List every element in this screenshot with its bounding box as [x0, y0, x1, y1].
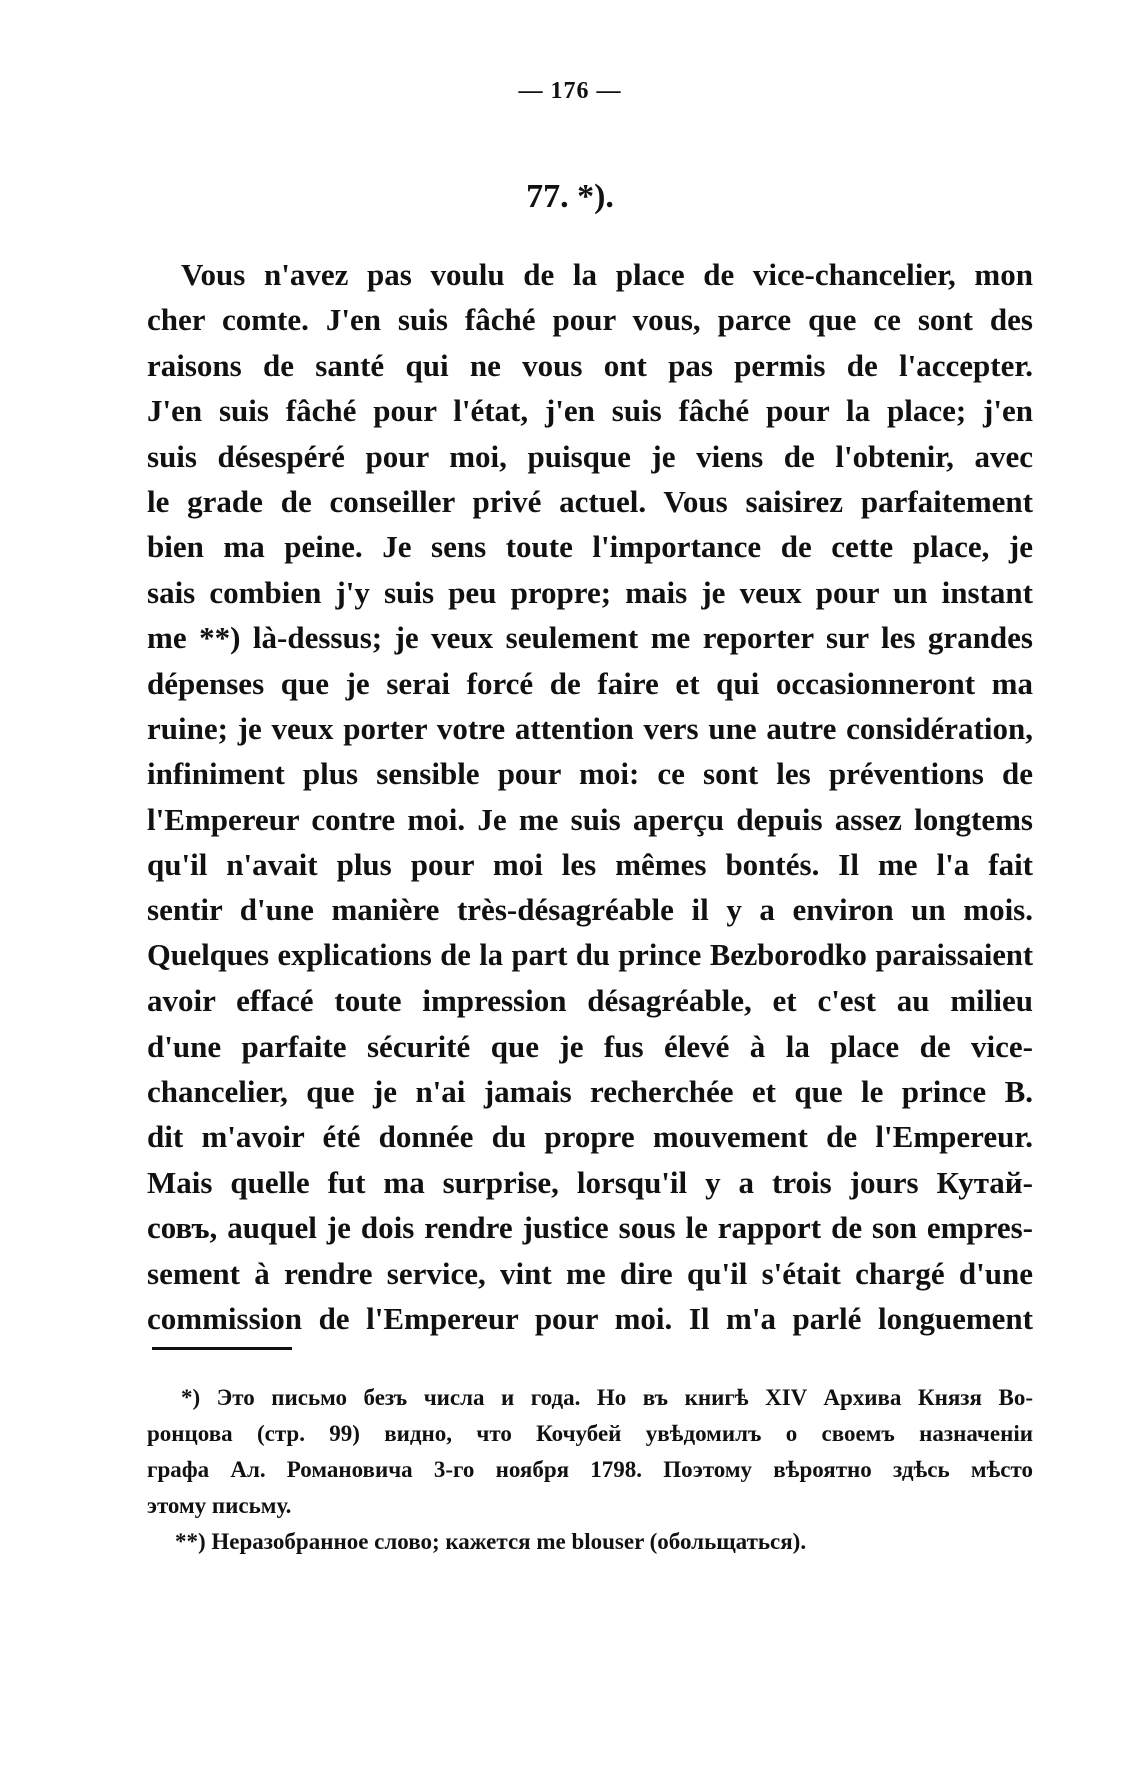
body-line: commission de l'Empereur pour moi. Il m'a parlé longuement [147, 1300, 1033, 1336]
footnote-1-line: ронцова (стр. 99) видно, что Кочубей увѣдомилъ о своемъ назначеніи [147, 1421, 1033, 1446]
body-line: l'Empereur contre moi. Je me suis aperçu depuis assez longtems [147, 801, 1033, 837]
page-number: — 176 — [518, 78, 622, 104]
body-line: sement à rendre service, vint me dire qu'il s'était chargé d'une [147, 1255, 1033, 1291]
body-line: raisons de santé qui ne vous ont pas permis de l'accepter. [147, 347, 1033, 383]
body-line: d'une parfaite sécurité que je fus élevé à la place de vice- [147, 1028, 1033, 1064]
body-line: me **) là-dessus; je veux seulement me reporter sur les grandes [147, 620, 1033, 656]
body-line: bien ma peine. Je sens toute l'importance de cette place, je [147, 529, 1033, 565]
body-line: sais combien j'y suis peu propre; mais je veux pour un instant [147, 574, 1033, 610]
footnote-1-line: графа Ал. Романовича 3-го ноября 1798. Поэтому вѣроятно здѣсь мѣсто [147, 1457, 1033, 1482]
body-line: infiniment plus sensible pour moi: ce sont les préventions de [147, 756, 1033, 792]
body-line: dépenses que je serai forcé de faire et qui occasionneront ma [147, 665, 1033, 701]
body-line: suis désespéré pour moi, puisque je viens de l'obtenir, avec [147, 438, 1033, 474]
footnote-divider [152, 1347, 292, 1350]
body-line: J'en suis fâché pour l'état, j'en suis fâché pour la place; j'en [147, 393, 1033, 429]
footnote-1-line: этому письму. [147, 1493, 292, 1518]
body-line: ruine; je veux porter votre attention vers une autre considération, [147, 710, 1033, 746]
footnote-1-line: *) Это письмо безъ числа и года. Но въ книгѣ XIV Архива Князя Во- [181, 1385, 1033, 1410]
body-line: dit m'avoir été donnée du propre mouvement de l'Empereur. [147, 1119, 1033, 1155]
body-line: le grade de conseiller privé actuel. Vous saisirez parfaitement [147, 483, 1033, 519]
body-line: Quelques explications de la part du prince Bezborodko paraissaient [147, 937, 1033, 972]
body-line: Mais quelle fut ma surprise, lorsqu'il y a trois jours Кутай- [147, 1164, 1033, 1200]
body-line: совъ, auquel je dois rendre justice sous le rapport de son empres- [147, 1210, 1033, 1246]
letter-body [147, 252, 1033, 1341]
body-line: avoir effacé toute impression désagréable, et c'est au milieu [147, 983, 1033, 1019]
body-line: sentir d'une manière très-désagréable il y a environ un mois. [147, 892, 1033, 928]
body-line: chancelier, que je n'ai jamais recherchée et que le prince B. [147, 1074, 1033, 1110]
footnotes [147, 1380, 1033, 1560]
letter-heading: 77. *). [526, 178, 614, 215]
body-line: qu'il n'avait plus pour moi les mêmes bontés. Il me l'a fait [147, 847, 1033, 883]
body-line: Vous n'avez pas voulu de la place de vice-chancelier, mon [181, 257, 1033, 292]
body-line: cher comte. J'en suis fâché pour vous, parce que ce sont des [147, 302, 1033, 338]
footnote-2: **) Неразобранное слово; кажется me blouser (обольщаться). [175, 1529, 807, 1554]
